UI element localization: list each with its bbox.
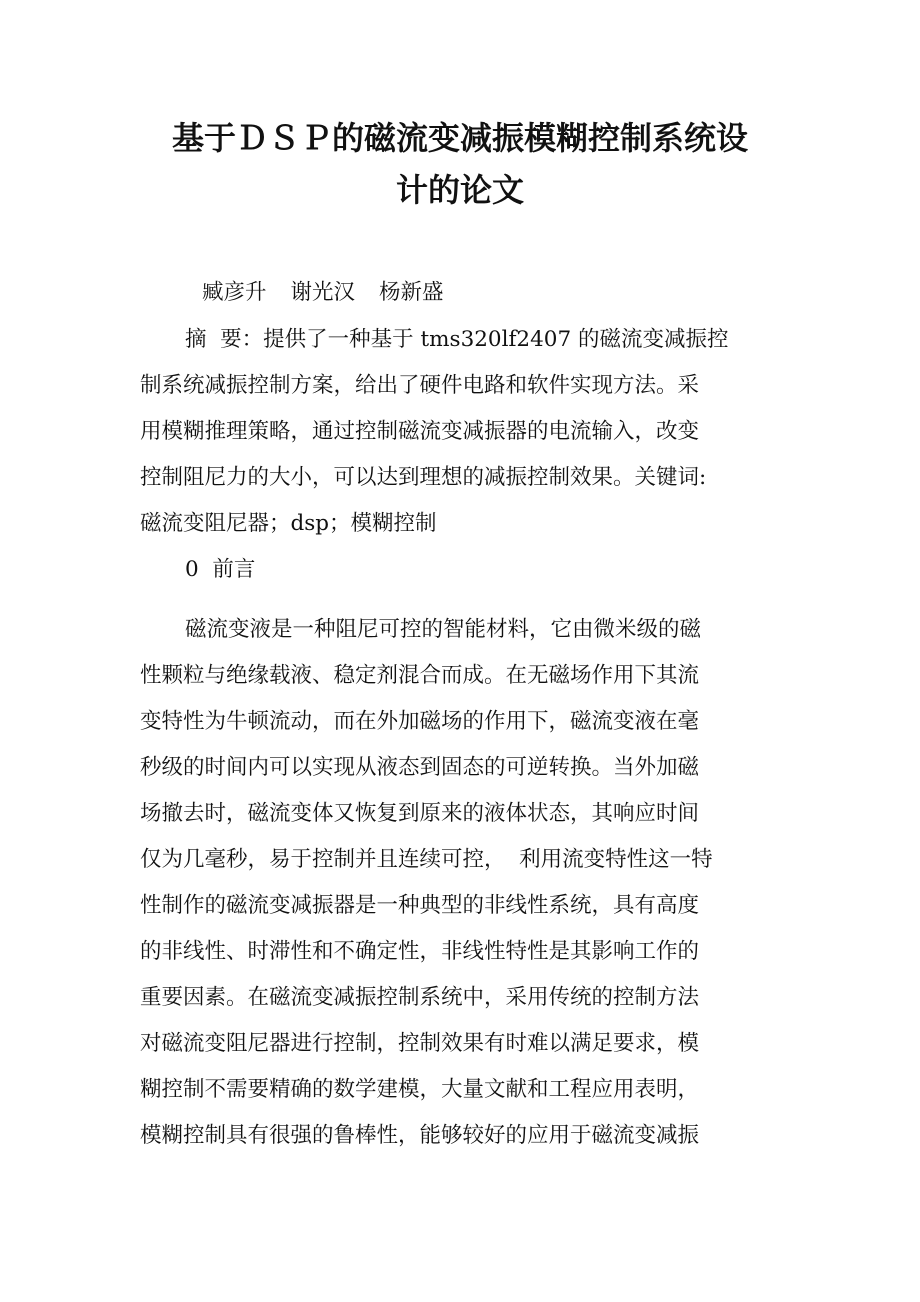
section-heading: 0 前言 [185,557,256,582]
document-title [140,112,780,216]
paragraph-line: 性颗粒与绝缘载液、稳定剂混合而成。在无磁场作用下其流 [140,663,700,688]
paragraph-line: 磁流变液是一种阻尼可控的智能材料，它由微米级的磁 [185,617,702,642]
abstract-line: 控制阻尼力的大小，可以达到理想的减振控制效果。关键词: [140,465,707,490]
paragraph-line: 性制作的磁流变减振器是一种典型的非线性系统，具有高度 [140,893,700,918]
author-name: 臧彦升 [202,280,267,305]
title-line-1: 基于ＤＳＰ的磁流变减振模糊控制系统设 [171,119,748,157]
paragraph-line: 对磁流变阻尼器进行控制，控制效果有时难以满足要求，模 [140,1031,700,1056]
authors-block [140,270,780,316]
author-name: 杨新盛 [379,280,444,305]
intro-paragraph [140,607,780,1159]
abstract-line: 制系统减振控制方案，给出了硬件电路和软件实现方法。采 [140,373,700,398]
abstract-block [140,317,780,547]
title-line-2: 计的论文 [395,171,524,209]
abstract-keywords-line: 磁流变阻尼器；dsp；模糊控制 [140,511,437,536]
section-heading-block [140,547,780,593]
abstract-line: 摘 要：提供了一种基于 tms320lf2407 的磁流变减振控 [185,327,729,352]
paragraph-line: 糊控制不需要精确的数学建模，大量文献和工程应用表明， [140,1077,700,1102]
author-name: 谢光汉 [290,280,356,305]
paragraph-line: 模糊控制具有很强的鲁棒性，能够较好的应用于磁流变减振 [140,1123,700,1148]
paragraph-line: 变特性为牛顿流动，而在外加磁场的作用下，磁流变液在毫 [140,709,700,734]
paragraph-line: 场撤去时，磁流变体又恢复到原来的液体状态，其响应时间 [140,801,700,826]
paragraph-line: 秒级的时间内可以实现从液态到固态的可逆转换。当外加磁 [140,755,700,780]
paragraph-line: 重要因素。在磁流变减振控制系统中，采用传统的控制方法 [140,985,700,1010]
paragraph-line: 的非线性、时滞性和不确定性，非线性特性是其影响工作的 [140,939,700,964]
author-list [140,270,780,316]
paragraph-line: 仅为几毫秒，易于控制并且连续可控， 利用流变特性这一特 [140,847,713,872]
abstract-line: 用模糊推理策略，通过控制磁流变减振器的电流输入，改变 [140,419,700,444]
